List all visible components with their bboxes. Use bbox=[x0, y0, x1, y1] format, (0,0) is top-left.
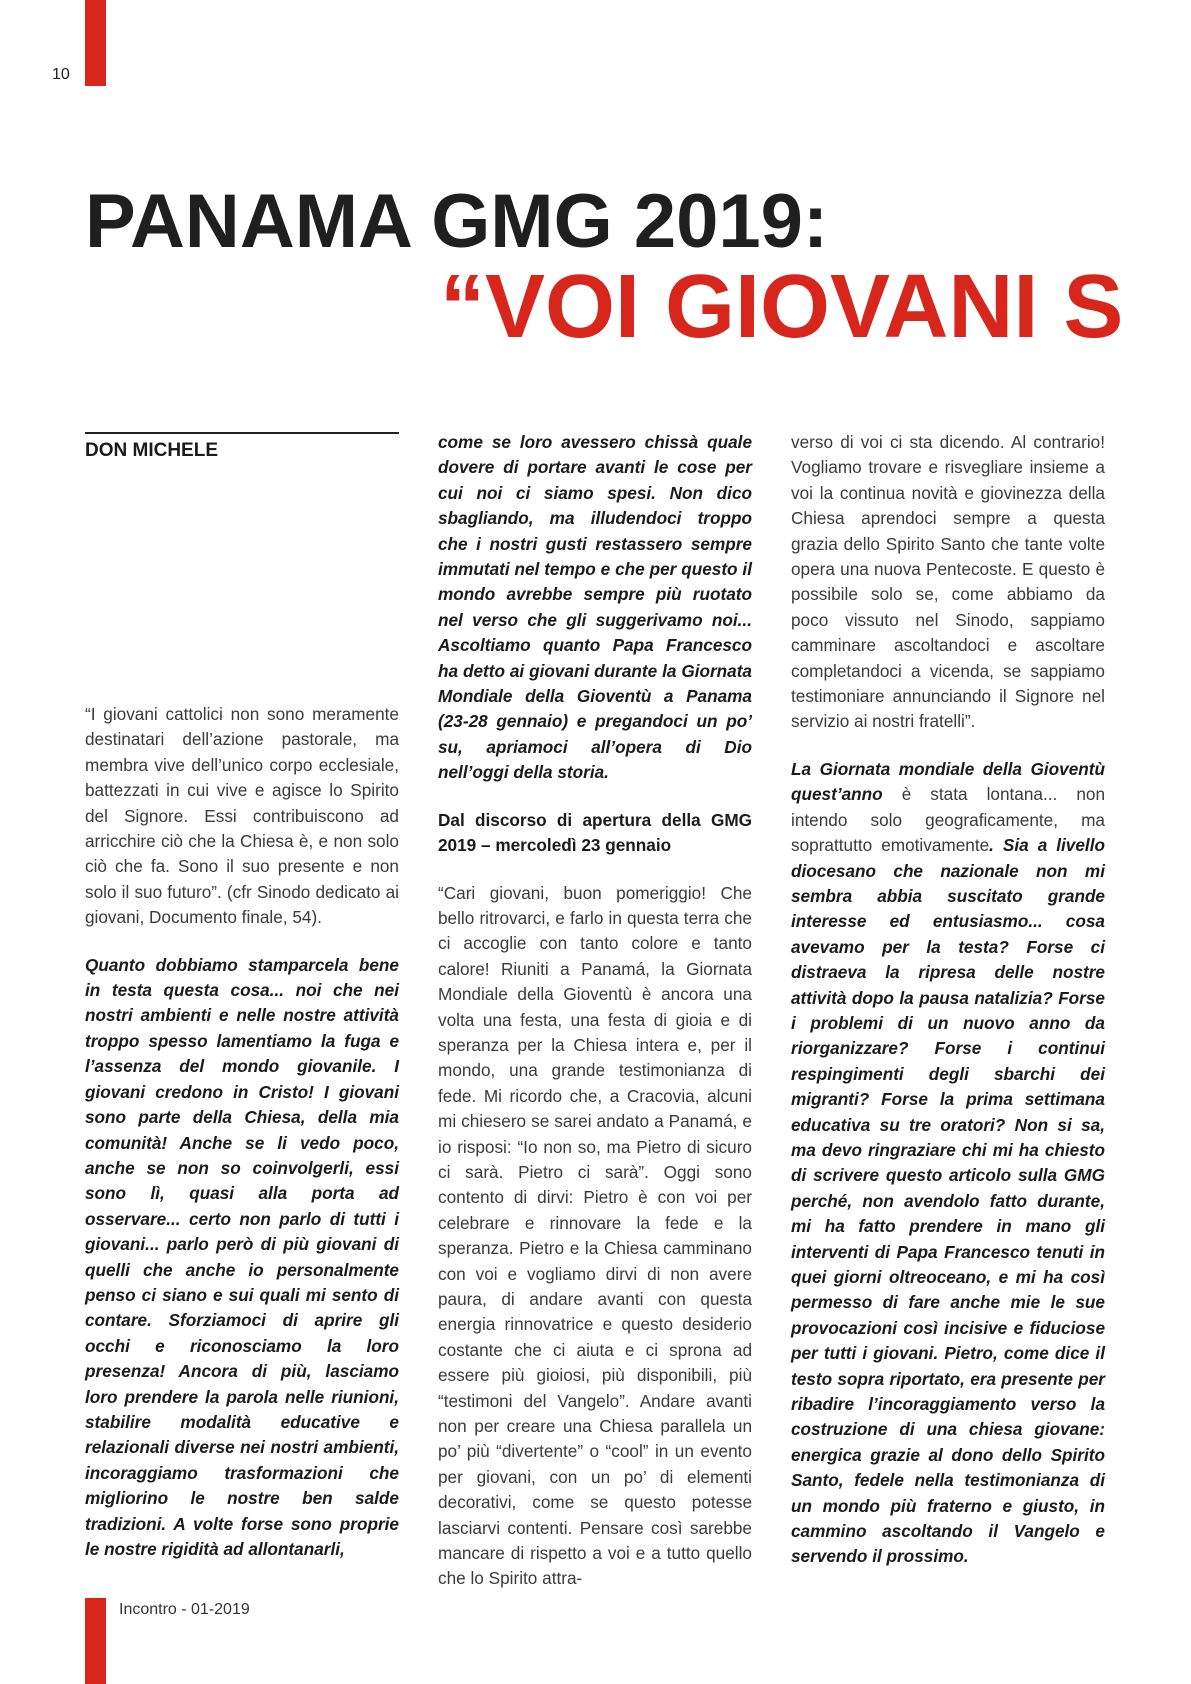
author-byline: DON MICHELE bbox=[85, 440, 218, 461]
article-title-line-1: PANAMA GMG 2019: bbox=[85, 179, 829, 264]
commentary-paragraph-2: come se loro avessero chissà quale dovere di portare avanti le cose per cui noi ci siamo spesi. Non dico sbagliando, ma illudendoci troppo che i nostri gusti restassero sempre immutati nel tempo e che per questo il mondo avrebbe sempre più ruotato nel verso che gli suggerivamo noi... Ascoltiamo quanto Papa Francesco ha detto ai giovani durante la Giornata Mondiale della Gioventù a Panama (23-28 gennaio) e pregandoci un po’ su, apriamoci all’opera di Dio nell’oggi della storia. bbox=[438, 432, 752, 783]
article-title-line-2: “VOI GIOVANI S bbox=[440, 257, 1124, 357]
text-column-2 bbox=[438, 430, 752, 1592]
footer-publication: Incontro - 01-2019 bbox=[119, 1601, 250, 1618]
closing-lead: La Giornata mondiale della Gioventù quest’anno bbox=[791, 758, 1105, 805]
accent-bar-bottom bbox=[85, 1598, 106, 1684]
closing-body: . Sia a livello diocesano che nazionale non mi sembra abbia suscitato grande interesse ed entusiasmo... cosa avevamo per la testa? Forse ci distraeva la ripresa delle nostre attività dopo la pausa natalizia? Forse i problemi di un nuovo anno da riorganizzare? Forse i continui respingimenti degli sbarchi dei migranti? Forse la prima settimana educativa su tre oratori? Non si sa, ma devo ringraziare chi mi ha chiesto di scrivere questo articolo sulla GMG perché, non avendolo fatto durante, mi ha fatto prendere in mano gli interventi di Papa Francesco tenuti in quei giorni oltreoceano, e mi ha così permesso di fare anche mie le sue provocazioni così incisive e fiduciose per tutti i giovani. Pietro, come dice il testo sopra riportato, era presente per ribadire l’incoraggiamento verso la costruzione di una chiesa giovane: energica grazie al dono dello Spirito Santo, fedele nella testimonianza di un mondo più fraterno e giusto, in cammino ascoltando il Vangelo e servendo il prossimo. bbox=[791, 835, 1105, 1567]
text-column-1 bbox=[85, 430, 399, 1562]
section-subheading: Dal discorso di apertura della GMG 2019 – mercoledì 23 gennaio bbox=[438, 809, 752, 856]
page-number: 10 bbox=[52, 66, 70, 83]
closing-paragraph bbox=[791, 757, 1105, 1570]
commentary-paragraph-1: Quanto dobbiamo stamparcela bene in testa questa cosa... noi che nei nostri ambienti e nelle nostre attività troppo spesso lamentiamo la fuga e l’assenza del mondo giovanile. I giovani credono in Cristo! I giovani sono parte della Chiesa, della mia comunità! Anche se li vedo poco, anche se non so coinvolgerli, essi sono lì, quasi alla porta ad osservare... certo non parlo di tutti i giovani... parlo però di più giovani di quelli che anche io personalmente penso ci siano e sui quali mi sento di contare. Sforziamoci di aprire gli occhi e riconosciamo la loro presenza! Ancora di più, lasciamo loro prendere la parola nelle riunioni, stabilire modalità educative e relazionali diverse nei nostri ambienti, incoraggiamo trasformazioni che migliorino le nostre ben salde tradizioni. A volte forse sono proprie le nostre rigidità ad allontanarli, bbox=[85, 954, 399, 1559]
synod-quote: “I giovani cattolici non sono meramente destinatari dell’azione pastorale, ma membra vive dell’unico corpo ecclesiale, battezzati in cui vive e agisce lo Spirito del Signore. Essi contribuiscono ad arricchire ciò che la Chiesa è, e non solo ciò che fa. Sono il suo presente e non solo il suo futuro”. (cfr Sinodo dedicato ai giovani, Documento finale, 54). bbox=[85, 704, 399, 928]
closing-plain: è stata lontana... non intendo solo geograficamente, ma soprattutto emotivamente bbox=[791, 784, 1105, 856]
papal-speech: “Cari giovani, buon pomeriggio! Che bello ritrovarci, e farlo in questa terra che ci accoglie con tanto colore e tanto calore! Riuniti a Panamá, la Giornata Mondiale della Gioventù è ancora una volta una festa, una festa di gioia e di speranza per la Chiesa intera e, per il mondo, una grande testimonianza di fede. Mi ricordo che, a Cracovia, alcuni mi chiesero se sarei andato a Panamá, e io risposi: “Io non so, ma Pietro di sicuro ci sarà. Pietro ci sarà”. Oggi sono contento di dirvi: Pietro è con voi per celebrare e rinnovare la fede e la speranza. Pietro e la Chiesa camminano con voi e vogliamo dirvi di non avere paura, di andare avanti con questa energia rinnovatrice e questo desiderio costante che ci aiuta e ci sprona ad essere più gioiosi, più disponibili, più “testimoni del Vangelo”. Andare avanti non per creare una Chiesa parallela un po’ più “divertente” o “cool” in un evento per giovani, con un po’ di elementi decorativi, come se questo potesse lasciarvi contenti. Pensare così sarebbe mancare di rispetto a voi e a tutto quello che lo Spirito attra- bbox=[438, 882, 752, 1589]
accent-bar-top bbox=[85, 0, 106, 86]
text-column-3 bbox=[791, 430, 1105, 1570]
papal-speech-continued: verso di voi ci sta dicendo. Al contrario! Vogliamo trovare e risvegliare insieme a voi la continua novità e giovinezza della Chiesa aprendoci sempre a questa grazia dello Spirito Santo che tante volte opera una nuova Pentecoste. E questo è possibile solo se, come abbiamo da poco vissuto nel Sinodo, sappiamo camminare ascoltandoci e ascoltare completandoci a vicenda, se sappiamo testimoniare annunciando il Signore nel servizio ai nostri fratelli”. bbox=[791, 432, 1105, 732]
